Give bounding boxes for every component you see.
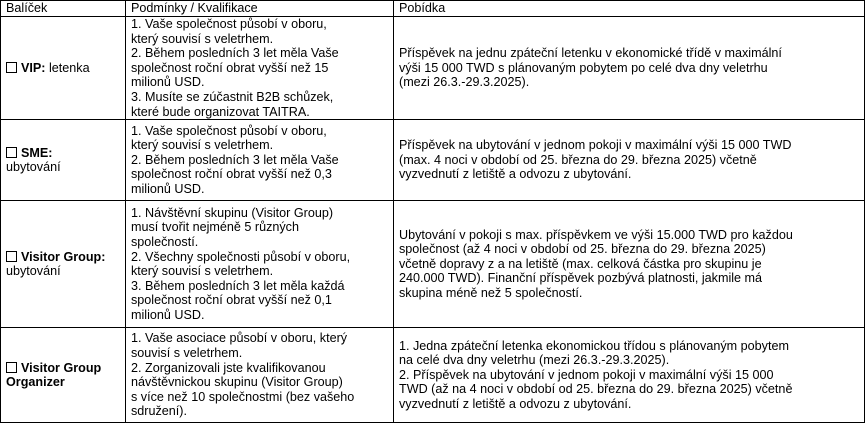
- package-cell: [1, 120, 126, 201]
- checkbox-icon[interactable]: [6, 251, 17, 262]
- package-cell: [1, 328, 126, 423]
- table-row-visitor-group: [1, 201, 865, 328]
- package-name: VIP:: [21, 60, 46, 75]
- condition-line: společnost roční obrat vyšší než 0,1: [131, 293, 332, 308]
- condition-line: 1. Vaše společnost působí v oboru,: [131, 123, 327, 138]
- checkbox-icon[interactable]: [6, 362, 17, 373]
- package-type: ubytování: [6, 264, 61, 279]
- incentive-cell: [394, 17, 865, 120]
- condition-line: 2. Během posledních 3 let měla Vaše: [131, 46, 339, 61]
- package-name: Visitor Group Organizer: [6, 360, 102, 390]
- package-type: ubytování: [6, 160, 61, 175]
- incentive-line: TWD (až na 4 noci v období od 25. března do 29. března 2025) včetně: [399, 382, 793, 397]
- incentive-line: 2. Příspěvek na ubytování v jednom pokoji v maximální výši 15 000: [399, 367, 774, 382]
- condition-line: 3. Musíte se zúčastnit B2B schůzek,: [131, 89, 334, 104]
- package-name: SME:: [21, 145, 53, 160]
- incentive-cell: [394, 328, 865, 423]
- condition-line: 3. Během posledních 3 let měla každá: [131, 278, 345, 293]
- condition-line: společnost roční obrat vyšší než 15: [131, 60, 329, 75]
- condition-line: 2. Všechny společnosti působí v oboru,: [131, 249, 351, 264]
- table-row-visitor-group-organizer: [1, 328, 865, 423]
- condition-line: musí tvořit nejméně 5 různých: [131, 220, 299, 235]
- incentive-line: Příspěvek na ubytování v jednom pokoji v maximální výši 15 000 TWD: [399, 138, 792, 153]
- incentive-line: 1. Jedna zpáteční letenka ekonomickou třídou s plánovaným pobytem: [399, 338, 789, 353]
- condition-line: 2. Zorganizovali jste kvalifikovanou: [131, 360, 326, 375]
- condition-line: milionů USD.: [131, 307, 205, 322]
- incentive-line: na celé dva dny veletrhu (mezi 26.3.-29.3.2025).: [399, 353, 670, 368]
- incentive-line: společnost (až 4 noci v období od 25. března do 29. března 2025): [399, 242, 766, 257]
- incentive-line: výši 15 000 TWD s plánovaným pobytem po celé dva dny veletrhu: [399, 60, 768, 75]
- incentive-line: (mezi 26.3.-29.3.2025).: [399, 75, 530, 90]
- incentive-cell: [394, 120, 865, 201]
- conditions-cell: [126, 17, 394, 120]
- condition-line: společností.: [131, 234, 199, 249]
- checkbox-icon[interactable]: [6, 62, 17, 73]
- conditions-cell: [126, 328, 394, 423]
- condition-line: společnost roční obrat vyšší než 0,3: [131, 167, 332, 182]
- package-name: Visitor Group:: [21, 249, 106, 264]
- package-cell: [1, 17, 126, 120]
- incentive-line: vyzvednutí z letiště a odvozu z ubytování.: [399, 397, 632, 412]
- incentive-line: 240.000 TWD). Finanční příspěvek pozbývá platnosti, jakmile má: [399, 271, 763, 286]
- condition-line: který souvisí s veletrhem.: [131, 264, 274, 279]
- table-row-vip: [1, 17, 865, 120]
- condition-line: 1. Návštěvní skupinu (Visitor Group): [131, 205, 334, 220]
- conditions-cell: [126, 201, 394, 328]
- condition-line: sdružení).: [131, 404, 187, 419]
- condition-line: návštěvnickou skupinu (Visitor Group): [131, 375, 343, 390]
- condition-line: 1. Vaše společnost působí v oboru,: [131, 17, 327, 31]
- condition-line: 1. Vaše asociace působí v oboru, který: [131, 331, 348, 346]
- conditions-cell: [126, 120, 394, 201]
- header-row: [1, 1, 865, 17]
- incentive-line: (max. 4 noci v období od 25. března do 29. března 2025) včetně: [399, 152, 757, 167]
- condition-line: souvisí s veletrhem.: [131, 345, 243, 360]
- header-package: Balíček: [1, 1, 126, 17]
- condition-line: milionů USD.: [131, 75, 205, 90]
- condition-line: milionů USD.: [131, 182, 205, 197]
- incentive-line: včetně dopravy z a na letiště (max. celková částka pro skupinu je: [399, 256, 762, 271]
- condition-line: 2. Během posledních 3 let měla Vaše: [131, 152, 339, 167]
- incentive-line: vyzvednutí z letiště a odvozu z ubytování.: [399, 167, 632, 182]
- incentive-cell: [394, 201, 865, 328]
- header-incentive: Pobídka: [394, 1, 865, 17]
- incentive-line: skupina méně než 5 společností.: [399, 286, 583, 301]
- incentive-line: Příspěvek na jednu zpáteční letenku v ekonomické třídě v maximální: [399, 46, 782, 61]
- condition-line: který souvisí s veletrhem.: [131, 138, 274, 153]
- header-conditions: Podmínky / Kvalifikace: [126, 1, 394, 17]
- table-row-sme: [1, 120, 865, 201]
- checkbox-icon[interactable]: [6, 147, 17, 158]
- condition-line: s více než 10 společnostmi (bez vašeho: [131, 389, 355, 404]
- package-cell: [1, 201, 126, 328]
- condition-line: které bude organizovat TAITRA.: [131, 104, 310, 119]
- condition-line: který souvisí s veletrhem.: [131, 31, 274, 46]
- incentive-line: Ubytování v pokoji s max. příspěvkem ve výši 15.000 TWD pro každou: [399, 227, 793, 242]
- package-type: letenka: [45, 60, 90, 75]
